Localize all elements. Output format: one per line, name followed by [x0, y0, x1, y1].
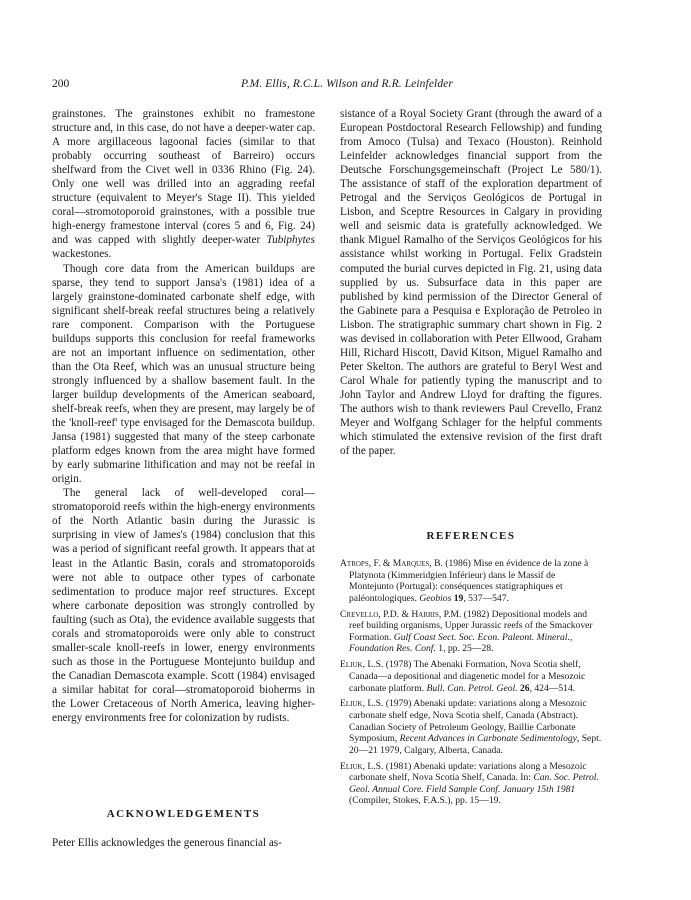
reference-list [340, 558, 602, 811]
references-heading: REFERENCES [426, 530, 516, 542]
acknowledgements-heading: ACKNOWLEDGEMENTS [106, 808, 261, 820]
taxon-name: Tubiphytes [266, 234, 315, 247]
page-number: 200 [52, 78, 70, 90]
page-header [52, 78, 642, 94]
body-paragraph: grainstones. The grainstones exhibit no framestone structure and, in this case, do not have a deeper-water cap. A more argillaceous lagoonal facies (similar to that probably occurring southeast of Barreiro) occurs shelfward from the Civet well in 0336 Rhino (Fig. 24). Only one well was drilled into an aggrading reefal structure (equivalent to Meyer's Stage II). This yielded coral—stromotoporoid grainstones, with a possible true high-energy framestone interval (cores 5 and 6, Fig. 24) and was capped with slightly deeper-water Tubiphytes wackestones. [52, 108, 315, 261]
acknowledgements-text-start: Peter Ellis acknowledges the generous financial as- [52, 837, 282, 849]
running-head: P.M. Ellis, R.C.L. Wilson and R.R. Leinfelder [241, 78, 453, 90]
reference-item: Eliuk, L.S. (1981) Abenaki update: variations along a Mesozoic carbonate shelf, Nova Scotia Shelf, Canada. In: Can. Soc. Petrol. Geol. Annual Core. Field Sample Conf. January 15th 1981 (Compiler, Stokes, F.A.S.), pp. 15—19. [340, 760, 599, 807]
reference-item: Eliuk, L.S. (1978) The Abenaki Formation, Nova Scotia shelf, Canada—a depositional and diagenetic model for a Mesozoic carbonate platform. Bull. Can. Petrol. Geol. 26, 424—514. [340, 659, 586, 694]
left-column [52, 107, 315, 725]
reference-item: Eliuk, L.S. (1979) Abenaki update: variations along a Mesozoic carbonate shelf edge, Nova Scotia shelf, Canada (Abstract). Canadian Society of Petroleum Geology, Baillie Carbonate Symposium, Recent Advances in Carbonate Sedimentology, Sept. 20—21 1979, Calgary, Alberta, Canada. [340, 698, 602, 756]
body-paragraph: Though core data from the American buildups are sparse, they tend to support Jansa's (1981) idea of a largely grainstone-dominated carbonate shelf edge, with significant shelf-break reefal structures being a relatively rare component. Comparison with the Portuguese buildups supports this conclusion for reefal frameworks are not an important influence on sedimentation, other than the Ota Reef, which was an unusual structure being strongly influenced by a shallow basement fault. In the larger buildup developments of the American seaboard, shelf-break reefs, when they are present, may largely be of the 'knoll-reef' type envisaged for the Demascota buildup. Jansa (1981) suggested that many of the steep carbonate platform edges known from the area might have formed by early submarine lithification and may not be reefal in origin. [52, 262, 315, 486]
reference-item: Atrops, F. & Marques, B. (1986) Mise en évidence de la zone à Platynota (Kimmeridgien Inférieur) dans le Massif de Montejunto (Portugal): conséquences statigraphiques et paléontologiques. Geobios 19, 537—547. [340, 558, 589, 604]
reference-item: Crevello, P.D. & Harris, P.M. (1982) Depositional models and reef building organisms, Upper Jurassic reefs of the Smackover Formation. Gulf Coast Sect. Soc. Econ. Paleont. Mineral., Foundation Res. Conf. 1, pp. 25—28. [340, 608, 593, 655]
right-column [340, 107, 602, 458]
acknowledgements-text-continued: sistance of a Royal Society Grant (through the award of a European Postdoctoral Research Fellowship) and funding from Amoco (Tulsa) and Texaco (Houston). Reinhold Leinfelder acknowledges financial support from the Deutsche Forschungsgemeinschaft (Project Le 580/1). The assistance of staff of the exploration department of Petrogal and the Serviços Geológicos de Portugal in Lisbon, and Sceptre Resources in Calgary in providing well and seismic data is gratefully acknowledged. We thank Miguel Ramalho of the Serviços Geológicos for his assistance whilst working in Portugal. Felix Gradstein computed the burial curves depicted in Fig. 21, using data supplied by us. Subsurface data in this paper are published by kind permission of the Director General of the Gabinete para a Pesquisa e Exploração de Petroleo in Lisbon. The stratigraphic summary chart shown in Fig. 2 was devised in collaboration with Peter Ellwood, Graham Hill, Richard Hiscott, David Kitson, Miguel Ramalho and Peter Skelton. The authors are grateful to Beryl West and Carol Whale for patiently typing the manuscript and to John Taylor and Andrew Lloyd for drafting the figures. The authors wish to thank reviewers Paul Crevello, Franz Meyer and Wolfgang Schlager for the helpful comments which stimulated the extensive revision of the first draft of the paper. [340, 108, 602, 458]
body-paragraph: The general lack of well-developed coral—stromatoporoid reefs within the high-energy environments of the North Atlantic basin during the Jurassic is surprising in view of James's (1984) conclusion that this was a period of significant reefal growth. It appears that at least in the Atlantic Basin, corals and stromatoporoids were not able to outpace other types of carbonate sedimentation to produce major reef structures. Except where carbonate deposition was strongly controlled by faulting (such as Ota), the evidence available suggests that corals and stromatoporoids were only able to construct smaller-scale knoll-reefs in lower, energy environments such as those in the Portuguese Montejunto buildup and the Canadian Demascota example. Scott (1984) envisaged a similar habitat for coral—stromatoporoid bioherms in the Lower Cretaceous of North America, leaving higher-energy environments free for colonization by rudists. [52, 487, 315, 725]
